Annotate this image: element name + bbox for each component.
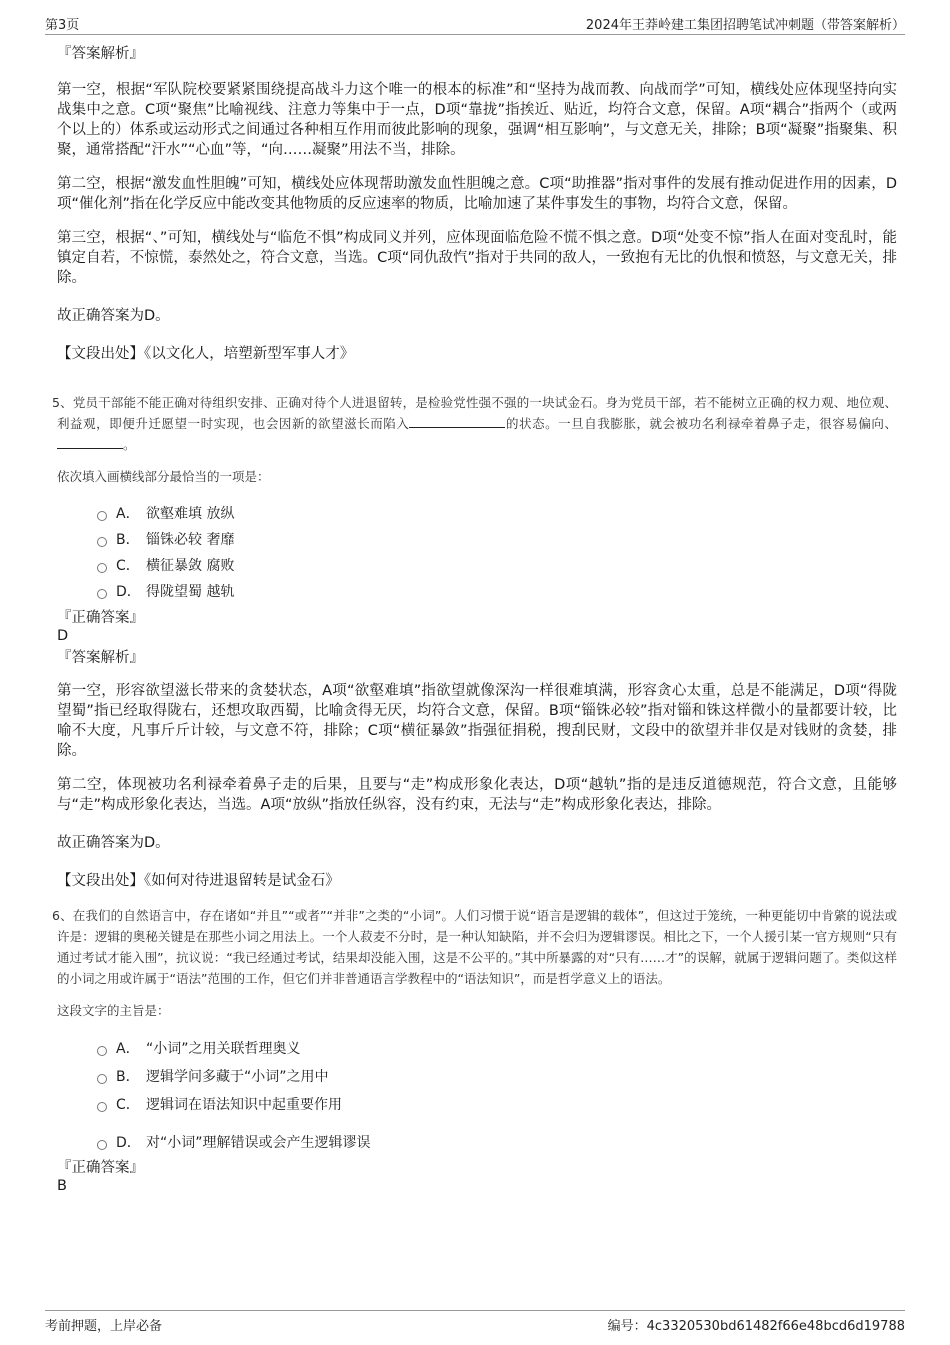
fill-blank: [409, 414, 505, 428]
option-key: C．: [116, 1097, 140, 1113]
option-text: 得陇望蜀 越轨: [146, 584, 235, 600]
passage-source: 【文段出处】《如何对待进退留转是试金石》: [57, 873, 340, 889]
option-list: [57, 1035, 897, 1157]
radio-icon[interactable]: [97, 589, 107, 599]
answer-heading: 『正确答案』: [57, 1160, 144, 1176]
page-content: [52, 44, 898, 1195]
stem-text: 党员干部能不能正确对待组织安排、正确对待个人进退留转，是检验党性强不强的一块试金石。身为党员干部，若不能树立正确的权力观、地位观、利益观，即便升迁愿望一时实现，也会因新的欲望滋长而陷入: [57, 395, 897, 431]
question-number: 5、: [52, 395, 73, 410]
option-text: 欲壑难填 放纵: [146, 506, 235, 522]
option-text: 横征暴敛 腐败: [146, 558, 235, 574]
question-6: [52, 905, 898, 1195]
option-b[interactable]: [57, 1063, 897, 1091]
page-number: 第3页: [45, 18, 80, 33]
option-c[interactable]: [57, 1091, 897, 1129]
question-stem: [52, 392, 897, 455]
analysis-paragraph: 第二空，根据“激发血性胆魄”可知，横线处应体现帮助激发血性胆魄之意。C项“助推器”指对事件的发展有推动促进作用的因素，D项“催化剂”指在化学反应中能改变其他物质的反应速率的物质，比喻加速了某件事发生的事物，均符合文意，保留。: [57, 176, 897, 212]
option-text: “小词”之用关联哲理奥义: [146, 1041, 301, 1057]
question-prompt: 依次填入画横线部分最恰当的一项是：: [57, 469, 270, 484]
document-title: 2024年王莽岭建工集团招聘笔试冲刺题（带答案解析）: [585, 18, 905, 33]
radio-icon[interactable]: [97, 1046, 107, 1056]
option-text: 锱铢必较 奢靡: [146, 532, 235, 548]
option-a[interactable]: [57, 501, 897, 527]
option-key: A．: [116, 1041, 140, 1057]
analysis-paragraph: 第一空，形容欲望滋长带来的贪婪状态，A项“欲壑难填”指欲望就像深沟一样很难填满，形容贪心太重，总是不能满足，D项“得陇望蜀”指已经取得陇右，还想攻取西蜀，比喻贪得无厌，均符合文意，保留。B项“锱铢必较”指对锱和铢这样微小的量都要计较，比喻不大度，凡事斤斤计较，与文意不符，排除；C项“横征暴敛”指强征捐税，搜刮民财，文段中的欲望并非仅是对钱财的贪婪，排除。: [57, 683, 897, 759]
analysis-paragraph: 第二空，体现被功名利禄牵着鼻子走的后果，且要与“走”构成形象化表达，D项“越轨”指的是违反道德规范，符合文意，且能够与“走”构成形象化表达，当选。A项“放纵”指放任纵容，没有约束，无法与“走”构成形象化表达，排除。: [57, 777, 897, 813]
radio-icon[interactable]: [97, 1074, 107, 1084]
option-text: 逻辑学问多藏于“小词”之用中: [146, 1069, 329, 1085]
footer-slogan: 考前押题，上岸必备: [45, 1319, 163, 1334]
stem-text: 的状态。一旦自我膨胀，就会被功名利禄牵着鼻子走，很容易偏向、: [505, 416, 897, 431]
radio-icon[interactable]: [97, 563, 107, 573]
conclusion: 故正确答案为D。: [57, 308, 170, 324]
serial-value: 4c3320530bd61482f66e48bcd6d19788: [646, 1319, 905, 1334]
option-d[interactable]: [57, 579, 897, 605]
option-list: [57, 501, 897, 605]
option-key: D．: [116, 584, 141, 600]
radio-icon[interactable]: [97, 1140, 107, 1150]
analysis-paragraph: 第一空，根据“军队院校要紧紧围绕提高战斗力这个唯一的根本的标准”和“坚持为战而教、向战而学”可知，横线处应体现坚持向实战集中之意。C项“聚焦”比喻视线、注意力等集中于一点，D项“靠拢”指挨近、贴近，均符合文意，保留。A项“耦合”指两个（或两个以上的）体系或运动形式之间通过各种相互作用而彼此影响的现象，强调“相互影响”，与文意无关，排除；B项“凝聚”指聚集、积聚，通常搭配“汗水”“心血”等，“向……凝聚”用法不当，排除。: [57, 82, 897, 158]
answer-heading: 『正确答案』: [57, 610, 144, 626]
option-c[interactable]: [57, 553, 897, 579]
radio-icon[interactable]: [97, 537, 107, 547]
question-number: 6、: [52, 908, 73, 923]
fill-blank: [57, 435, 123, 449]
correct-answer: D: [57, 628, 69, 644]
option-a[interactable]: [57, 1035, 897, 1063]
question-stem: [52, 905, 898, 989]
stem-text: 。: [123, 437, 136, 452]
analysis-heading: 『答案解析』: [57, 46, 144, 62]
option-key: B．: [116, 532, 140, 548]
option-b[interactable]: [57, 527, 897, 553]
serial-number: [608, 1315, 905, 1334]
option-d[interactable]: [57, 1129, 897, 1157]
radio-icon[interactable]: [97, 1102, 107, 1112]
option-key: B．: [116, 1069, 140, 1085]
page-footer: [45, 1310, 905, 1333]
page-header: [45, 14, 905, 35]
passage-source: 【文段出处】《以文化人，培塑新型军事人才》: [57, 346, 355, 362]
option-key: C．: [116, 558, 140, 574]
analysis-heading: 『答案解析』: [57, 650, 144, 666]
option-key: A．: [116, 506, 140, 522]
option-text: 逻辑词在语法知识中起重要作用: [146, 1097, 342, 1113]
question-prompt: 这段文字的主旨是：: [57, 1003, 170, 1018]
option-text: 对“小词”理解错误或会产生逻辑谬误: [146, 1135, 371, 1151]
serial-label: 编号：: [607, 1319, 647, 1334]
question-5: [52, 392, 897, 891]
option-key: D．: [116, 1135, 141, 1151]
analysis-paragraph: 第三空，根据“、”可知，横线处与“临危不惧”构成同义并列，应体现面临危险不慌不惧之意。D项“处变不惊”指人在面对变乱时，能镇定自若，不惊慌，泰然处之，符合文意，当选。C项“同仇敌忾”指对于共同的敌人，一致抱有无比的仇恨和愤怒，与文意无关，排除。: [57, 230, 897, 286]
stem-text: 在我们的自然语言中，存在诸如“并且”“或者”“并非”之类的“小词”。人们习惯于说“语言是逻辑的载体”，但这过于笼统，一种更能切中肯綮的说法或许是：逻辑的奥秘关键是在那些小词之用法上。一个人菽麦不分时，是一种认知缺陷，并不会归为逻辑谬误。相比之下，一个人援引某一官方规则“只有通过考试才能入围”，抗议说：“我已经通过考试，结果却没能入围，这是不公平的。”其中所暴露的对“只有……才”的误解，就属于逻辑问题了。类似这样的小词之用或许属于“语法”范围的工作，但它们并非普通语言学教程中的“语法知识”，而是哲学意义上的语法。: [57, 908, 898, 986]
conclusion: 故正确答案为D。: [57, 835, 170, 851]
correct-answer: B: [57, 1178, 67, 1194]
radio-icon[interactable]: [97, 511, 107, 521]
